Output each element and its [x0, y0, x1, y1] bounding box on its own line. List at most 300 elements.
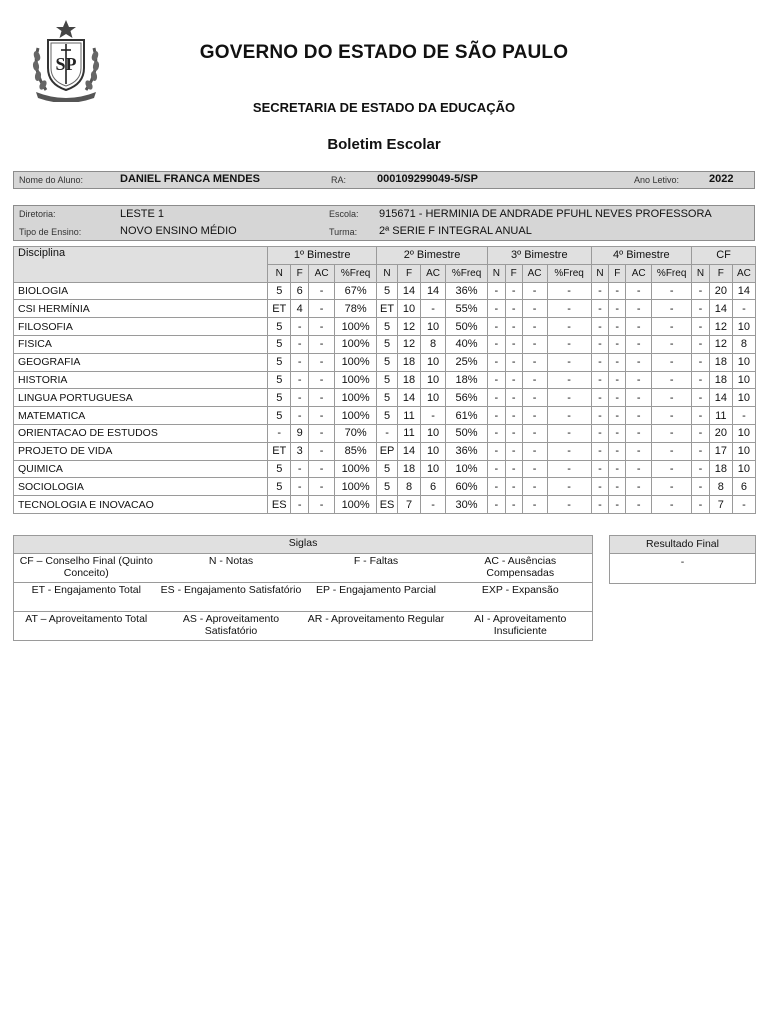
grade-cell: 11 [398, 424, 421, 442]
grade-cell: - [609, 335, 626, 353]
grade-cell: 20 [709, 282, 732, 300]
bimestre-2-header: 2º Bimestre [377, 247, 488, 265]
grade-cell: 55% [446, 300, 488, 318]
grade-cell: 100% [335, 389, 377, 407]
grade-cell: 18 [709, 353, 732, 371]
grade-cell: 6 [291, 282, 309, 300]
grade-cell: - [291, 371, 309, 389]
grade-cell: 10 [732, 353, 755, 371]
siglas-row [14, 554, 593, 583]
table-row [14, 282, 756, 300]
sub-header-f: F [505, 264, 522, 282]
final-result-value: - [680, 556, 685, 568]
grade-cell: - [522, 478, 547, 496]
grade-cell: 12 [398, 335, 421, 353]
sub-header-f: F [291, 264, 309, 282]
grade-cell: 100% [335, 496, 377, 514]
siglas-row [14, 612, 593, 641]
grade-cell: 9 [291, 424, 309, 442]
grade-cell: ET [268, 442, 291, 460]
grade-cell: - [309, 496, 335, 514]
grade-cell: 100% [335, 478, 377, 496]
grade-cell: - [505, 478, 522, 496]
grade-cell: 100% [335, 335, 377, 353]
grade-cell: - [626, 442, 652, 460]
grade-cell: - [591, 335, 609, 353]
secretaria-title: SECRETARIA DE ESTADO DA EDUCAÇÃO [252, 100, 516, 115]
grade-cell: - [609, 424, 626, 442]
grade-cell: - [377, 424, 398, 442]
grade-cell: 3 [291, 442, 309, 460]
table-row [14, 424, 756, 442]
grade-cell: - [692, 335, 710, 353]
siglas-header: Siglas [14, 536, 593, 554]
grade-cell: 5 [377, 371, 398, 389]
grade-cell: 5 [268, 460, 291, 478]
grade-cell: 25% [446, 353, 488, 371]
grade-cell: - [652, 478, 692, 496]
grade-cell: 10 [732, 460, 755, 478]
sigla-item: AI - Aproveitamento Insuficiente [449, 612, 593, 641]
grades-body [14, 282, 756, 513]
sub-header-ac: AC [732, 264, 755, 282]
table-row [14, 496, 756, 514]
tipo-ensino-value: NOVO ENSINO MÉDIO [120, 225, 237, 237]
grade-cell: 36% [446, 442, 488, 460]
grade-cell: - [626, 407, 652, 425]
grade-cell: - [268, 424, 291, 442]
disciplina-cell: LINGUA PORTUGUESA [14, 389, 268, 407]
grade-cell: - [692, 442, 710, 460]
sigla-item: ES - Engajamento Satisfatório [159, 583, 304, 612]
grade-cell: 10 [421, 371, 446, 389]
grade-cell: - [488, 371, 506, 389]
grade-cell: 100% [335, 371, 377, 389]
grade-cell: 5 [377, 407, 398, 425]
grade-cell: 10 [732, 318, 755, 336]
grade-cell: - [309, 335, 335, 353]
grade-cell: - [488, 335, 506, 353]
student-name: DANIEL FRANCA MENDES [120, 173, 260, 185]
grade-cell: - [291, 318, 309, 336]
grade-cell: - [488, 478, 506, 496]
grade-cell: - [421, 407, 446, 425]
grade-cell: - [626, 335, 652, 353]
disciplina-cell: MATEMATICA [14, 407, 268, 425]
grade-cell: - [309, 371, 335, 389]
grade-cell: - [522, 442, 547, 460]
grade-cell: - [652, 424, 692, 442]
grade-cell: - [626, 282, 652, 300]
grade-cell: - [505, 300, 522, 318]
table-row [14, 442, 756, 460]
government-title: GOVERNO DO ESTADO DE SÃO PAULO [199, 42, 569, 63]
escola-value: 915671 - HERMINIA DE ANDRADE PFUHL NEVES PROFESSORA [379, 208, 712, 220]
disciplina-cell: ORIENTACAO DE ESTUDOS [14, 424, 268, 442]
grade-cell: - [488, 442, 506, 460]
grade-cell: - [609, 318, 626, 336]
grade-cell: - [522, 407, 547, 425]
grade-cell: - [505, 496, 522, 514]
grade-cell: 5 [268, 478, 291, 496]
grade-cell: - [309, 407, 335, 425]
sub-header-pct-freq: %Freq [652, 264, 692, 282]
grade-cell: - [626, 460, 652, 478]
grade-cell: - [652, 282, 692, 300]
sub-header-f: F [709, 264, 732, 282]
grade-cell: - [522, 300, 547, 318]
sub-header-pct-freq: %Freq [547, 264, 591, 282]
grade-cell: - [732, 300, 755, 318]
grade-cell: - [488, 496, 506, 514]
bimestre-3-header: 3º Bimestre [488, 247, 592, 265]
grade-cell: ES [377, 496, 398, 514]
sub-header-n: N [591, 264, 609, 282]
diretoria-value: LESTE 1 [120, 208, 165, 220]
grade-cell: 5 [377, 478, 398, 496]
sub-header-ac: AC [309, 264, 335, 282]
grade-cell: - [652, 442, 692, 460]
grade-cell: - [291, 496, 309, 514]
grade-cell: - [309, 353, 335, 371]
disciplina-header: Disciplina [14, 247, 268, 283]
grade-cell: 20 [709, 424, 732, 442]
grade-cell: 78% [335, 300, 377, 318]
grade-cell: 40% [446, 335, 488, 353]
grade-cell: 18 [398, 353, 421, 371]
grade-cell: - [488, 300, 506, 318]
grade-cell: 5 [377, 353, 398, 371]
grade-cell: 61% [446, 407, 488, 425]
grade-cell: 8 [398, 478, 421, 496]
siglas-row [14, 583, 593, 612]
grade-cell: - [488, 407, 506, 425]
grade-cell: 7 [709, 496, 732, 514]
grade-cell: 14 [709, 389, 732, 407]
grade-cell: - [609, 353, 626, 371]
grade-cell: - [505, 353, 522, 371]
final-result-box [609, 535, 756, 584]
table-row [14, 478, 756, 496]
grade-cell: - [692, 478, 710, 496]
grade-cell: 5 [377, 335, 398, 353]
grade-cell: 10 [732, 389, 755, 407]
grade-cell: 10% [446, 460, 488, 478]
sub-header-n: N [692, 264, 710, 282]
grade-cell: - [488, 424, 506, 442]
disciplina-cell: GEOGRAFIA [14, 353, 268, 371]
school-year-label: Ano Letivo: [634, 175, 680, 185]
grade-cell: 50% [446, 318, 488, 336]
grade-cell: 8 [709, 478, 732, 496]
grade-cell: - [505, 335, 522, 353]
sub-header-ac: AC [626, 264, 652, 282]
grade-cell: 18% [446, 371, 488, 389]
grade-cell: - [309, 389, 335, 407]
tipo-ensino-label: Tipo de Ensino: [19, 227, 82, 237]
grade-cell: 10 [421, 353, 446, 371]
grade-cell: - [591, 442, 609, 460]
grade-cell: - [547, 460, 591, 478]
grade-cell: - [547, 389, 591, 407]
grade-cell: - [626, 371, 652, 389]
sigla-item: AT – Aproveitamento Total [14, 612, 159, 641]
table-row [14, 318, 756, 336]
grade-cell: - [692, 496, 710, 514]
grade-cell: - [626, 424, 652, 442]
grade-cell: - [626, 389, 652, 407]
grade-cell: - [609, 407, 626, 425]
grade-cell: 100% [335, 318, 377, 336]
turma-label: Turma: [329, 227, 358, 237]
sigla-item: EP - Engajamento Parcial [304, 583, 449, 612]
grade-cell: - [591, 496, 609, 514]
grade-cell: - [505, 371, 522, 389]
student-name-label: Nome do Aluno: [19, 175, 84, 185]
grade-cell: ES [268, 496, 291, 514]
grade-cell: 10 [421, 318, 446, 336]
grade-cell: - [652, 335, 692, 353]
grade-cell: - [626, 353, 652, 371]
grade-cell: 5 [377, 318, 398, 336]
grade-cell: 18 [398, 460, 421, 478]
grade-cell: 100% [335, 353, 377, 371]
grade-cell: - [522, 335, 547, 353]
grade-cell: 67% [335, 282, 377, 300]
ra-label: RA: [331, 175, 347, 185]
grade-cell: - [522, 353, 547, 371]
grade-cell: 8 [732, 335, 755, 353]
grade-cell: - [652, 496, 692, 514]
sigla-item: AR - Aproveitamento Regular [304, 612, 449, 641]
school-year-value: 2022 [709, 173, 734, 185]
grade-cell: - [732, 496, 755, 514]
grade-cell: - [505, 282, 522, 300]
grade-cell: 10 [732, 424, 755, 442]
grade-cell: 12 [709, 335, 732, 353]
table-row [14, 407, 756, 425]
grade-cell: - [488, 318, 506, 336]
grade-cell: - [692, 282, 710, 300]
grade-cell: - [591, 282, 609, 300]
sigla-item: CF – Conselho Final (Quinto Conceito) [14, 554, 159, 583]
escola-label: Escola: [329, 209, 359, 219]
grade-cell: 11 [709, 407, 732, 425]
disciplina-cell: SOCIOLOGIA [14, 478, 268, 496]
grade-cell: 14 [398, 389, 421, 407]
grade-cell: 5 [268, 353, 291, 371]
sigla-item: AS - Aproveitamento Satisfatório [159, 612, 304, 641]
grade-cell: - [609, 389, 626, 407]
grade-cell: - [291, 389, 309, 407]
grade-cell: - [291, 460, 309, 478]
grade-cell: - [547, 282, 591, 300]
grade-cell: - [609, 371, 626, 389]
grade-cell: 100% [335, 407, 377, 425]
grade-cell: - [309, 442, 335, 460]
sub-header-n: N [488, 264, 506, 282]
diretoria-label: Diretoria: [19, 209, 56, 219]
sigla-item: F - Faltas [304, 554, 449, 583]
grade-cell: - [591, 318, 609, 336]
grade-cell: - [626, 318, 652, 336]
bimestre-1-header: 1º Bimestre [268, 247, 377, 265]
table-row [14, 371, 756, 389]
grade-cell: - [309, 300, 335, 318]
grade-cell: - [652, 407, 692, 425]
grade-cell: - [488, 389, 506, 407]
grade-cell: - [505, 318, 522, 336]
grade-cell: 10 [421, 424, 446, 442]
grade-cell: - [309, 318, 335, 336]
grade-cell: - [522, 496, 547, 514]
grade-cell: - [547, 353, 591, 371]
grade-cell: - [626, 478, 652, 496]
sub-header-f: F [609, 264, 626, 282]
grade-cell: 10 [732, 371, 755, 389]
grade-cell: - [692, 424, 710, 442]
grade-cell: 70% [335, 424, 377, 442]
grade-cell: 5 [377, 389, 398, 407]
grade-cell: - [591, 460, 609, 478]
grade-cell: 56% [446, 389, 488, 407]
grade-cell: - [505, 407, 522, 425]
grade-cell: - [547, 424, 591, 442]
grades-table [13, 246, 756, 514]
grade-cell: - [609, 442, 626, 460]
grade-cell: 17 [709, 442, 732, 460]
grade-cell: - [522, 389, 547, 407]
sub-header-pct-freq: %Freq [446, 264, 488, 282]
grade-cell: - [488, 353, 506, 371]
grade-cell: 50% [446, 424, 488, 442]
sigla-item: ET - Engajamento Total [14, 583, 159, 612]
table-row [14, 460, 756, 478]
grade-cell: 14 [398, 442, 421, 460]
grade-cell: - [692, 389, 710, 407]
grade-cell: - [591, 424, 609, 442]
grade-cell: - [291, 335, 309, 353]
grade-cell: - [591, 300, 609, 318]
grade-cell: 10 [398, 300, 421, 318]
grade-cell: - [732, 407, 755, 425]
sub-header-pct-freq: %Freq [335, 264, 377, 282]
grade-cell: - [692, 460, 710, 478]
disciplina-cell: CSI HERMÍNIA [14, 300, 268, 318]
grade-cell: - [309, 424, 335, 442]
turma-value: 2ª SERIE F INTEGRAL ANUAL [379, 225, 532, 237]
grade-cell: 10 [421, 389, 446, 407]
grade-cell: - [591, 407, 609, 425]
table-row [14, 389, 756, 407]
final-result-header: Resultado Final [610, 536, 755, 554]
grade-cell: 100% [335, 460, 377, 478]
grade-cell: - [547, 318, 591, 336]
sub-header-ac: AC [421, 264, 446, 282]
grade-cell: - [522, 424, 547, 442]
grade-cell: - [505, 442, 522, 460]
grade-cell: - [591, 389, 609, 407]
grade-cell: - [505, 424, 522, 442]
grade-cell: - [652, 371, 692, 389]
grade-cell: - [547, 496, 591, 514]
grade-cell: - [692, 300, 710, 318]
grade-cell: 5 [268, 318, 291, 336]
grade-cell: - [652, 353, 692, 371]
disciplina-cell: BIOLOGIA [14, 282, 268, 300]
grade-cell: - [609, 282, 626, 300]
grade-cell: 8 [421, 335, 446, 353]
grade-cell: - [421, 300, 446, 318]
grade-cell: - [488, 282, 506, 300]
grade-cell: 14 [421, 282, 446, 300]
sigla-item: AC - Ausências Compensadas [449, 554, 593, 583]
cf-header: CF [692, 247, 756, 265]
grade-cell: 60% [446, 478, 488, 496]
svg-text:SP: SP [55, 54, 77, 74]
grade-cell: 5 [268, 371, 291, 389]
table-row [14, 353, 756, 371]
grade-cell: - [609, 460, 626, 478]
grade-cell: - [626, 496, 652, 514]
grade-cell: - [488, 460, 506, 478]
grade-cell: 4 [291, 300, 309, 318]
grade-cell: 14 [398, 282, 421, 300]
grade-cell: 85% [335, 442, 377, 460]
grade-cell: - [609, 478, 626, 496]
sub-header-n: N [377, 264, 398, 282]
grade-cell: - [692, 318, 710, 336]
grade-cell: 10 [421, 460, 446, 478]
document-title: Boletim Escolar [327, 136, 441, 153]
grade-cell: - [547, 407, 591, 425]
school-info-box [13, 205, 755, 241]
grade-cell: - [692, 407, 710, 425]
grade-cell: - [547, 478, 591, 496]
grade-cell: - [522, 318, 547, 336]
grade-cell: 5 [377, 282, 398, 300]
disciplina-cell: HISTORIA [14, 371, 268, 389]
grade-cell: - [309, 478, 335, 496]
grade-cell: - [547, 442, 591, 460]
disciplina-cell: FILOSOFIA [14, 318, 268, 336]
grade-cell: - [291, 478, 309, 496]
disciplina-cell: FISICA [14, 335, 268, 353]
grade-cell: - [626, 300, 652, 318]
grade-cell: 18 [398, 371, 421, 389]
sub-header-n: N [268, 264, 291, 282]
grade-cell: EP [377, 442, 398, 460]
grade-cell: 12 [709, 318, 732, 336]
grade-cell: - [505, 460, 522, 478]
grade-cell: - [547, 300, 591, 318]
grade-cell: - [692, 371, 710, 389]
grade-cell: - [609, 300, 626, 318]
table-row [14, 335, 756, 353]
grade-cell: - [421, 496, 446, 514]
grade-cell: - [505, 389, 522, 407]
grade-cell: - [591, 371, 609, 389]
grade-cell: - [309, 282, 335, 300]
grade-cell: - [652, 389, 692, 407]
disciplina-cell: PROJETO DE VIDA [14, 442, 268, 460]
sigla-item: N - Notas [159, 554, 304, 583]
disciplina-cell: QUIMICA [14, 460, 268, 478]
grade-cell: 7 [398, 496, 421, 514]
sub-header-ac: AC [522, 264, 547, 282]
grade-cell: - [291, 353, 309, 371]
siglas-legend [13, 535, 593, 641]
